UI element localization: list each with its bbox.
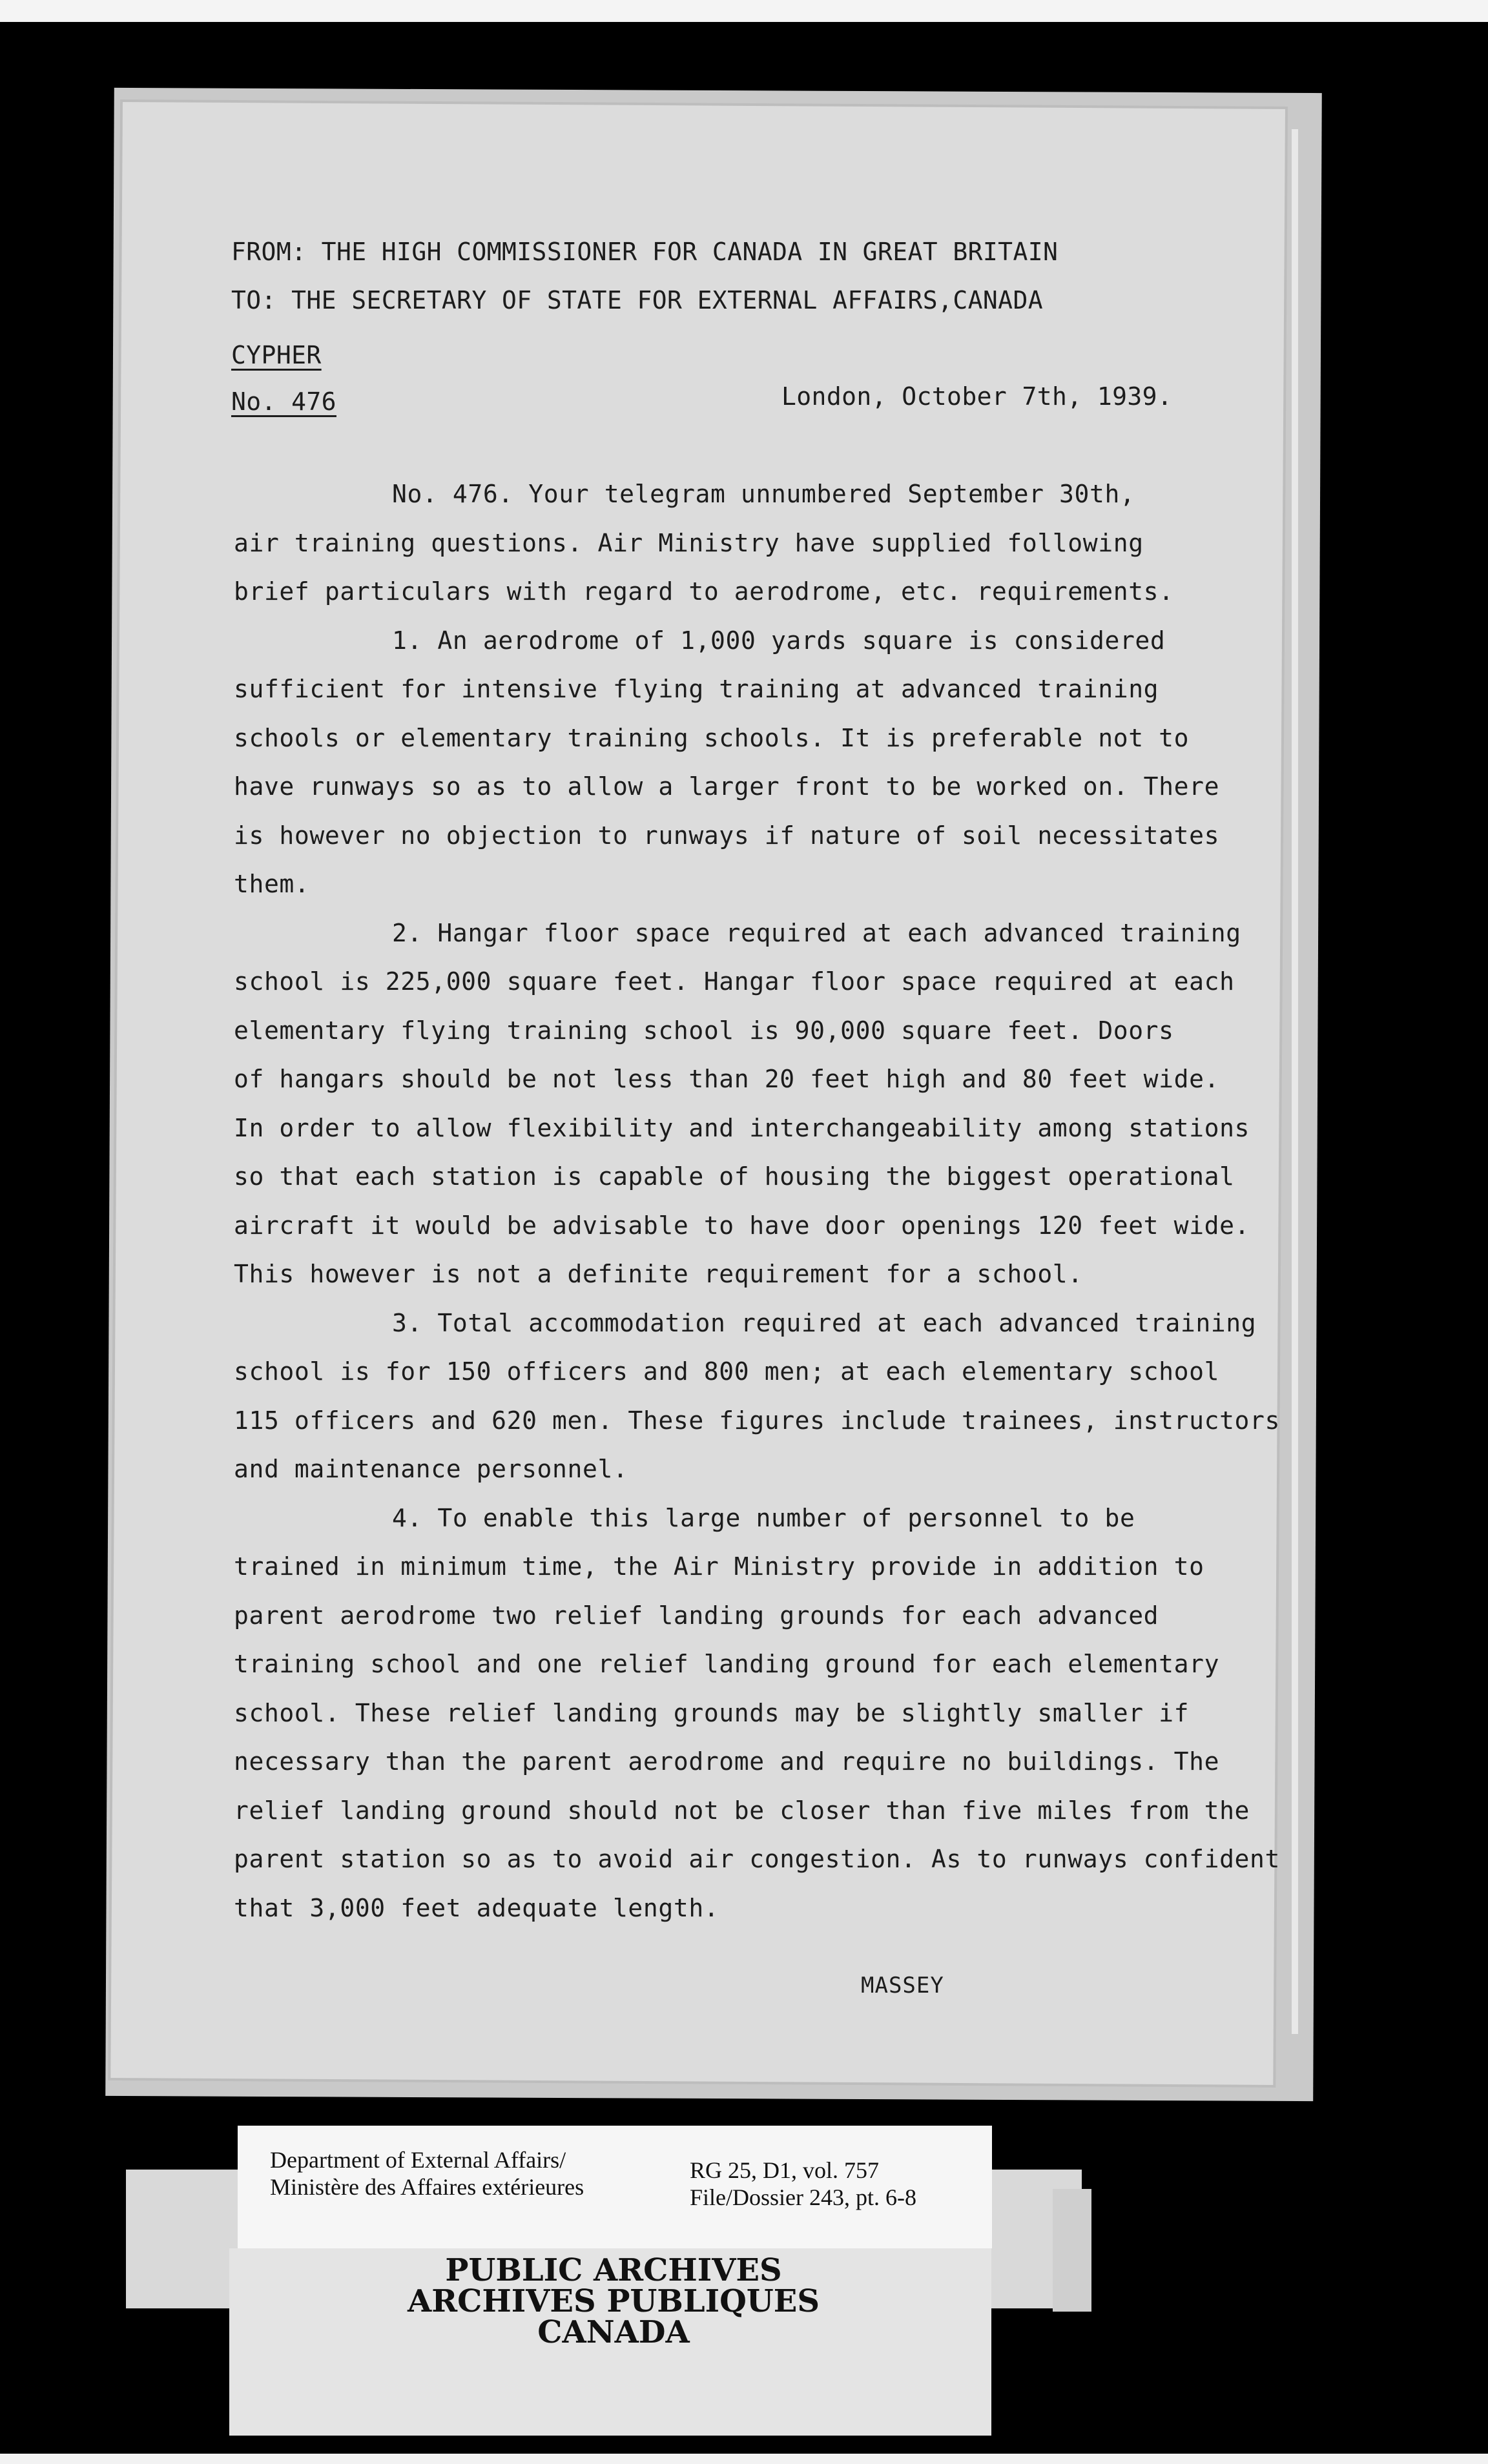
body-line: 2. Hangar floor space required at each advanced training [392, 918, 1241, 947]
body-line: of hangars should be not less than 20 feet high and 80 feet wide. [234, 1065, 1220, 1093]
message-body [234, 470, 1280, 1933]
body-line: brief particulars with regard to aerodrome, etc. requirements. [234, 577, 1174, 606]
body-line: This however is not a definite requirement for a school. [234, 1260, 1083, 1288]
signature: MASSEY [861, 1973, 944, 1998]
body-line: In order to allow flexibility and interchangeability among stations [234, 1113, 1250, 1142]
archive-stamp-line1: PUBLIC ARCHIVES [445, 2252, 782, 2288]
body-line: necessary than the parent aerodrome and require no buildings. The [234, 1747, 1220, 1776]
body-line: school. These relief landing grounds may be slightly smaller if [234, 1698, 1190, 1727]
body-line: parent station so as to avoid air congestion. As to runways confident [234, 1845, 1280, 1873]
archive-stamp-line3: CANADA [537, 2314, 690, 2350]
body-line: school is for 150 officers and 800 men; at each elementary school [234, 1357, 1220, 1386]
body-line: them. [234, 870, 310, 898]
scan-bottom-border [0, 2454, 1488, 2464]
body-line: is however no objection to runways if nature of soil necessitates [234, 821, 1220, 850]
body-line: 3. Total accommodation required at each advanced training [392, 1308, 1257, 1337]
body-line: No. 476. Your telegram unnumbered September 30th, [392, 480, 1135, 508]
body-line: schools or elementary training schools. It is preferable not to [234, 723, 1190, 752]
body-line: parent aerodrome two relief landing grounds for each advanced [234, 1601, 1159, 1630]
page-edge [1292, 129, 1298, 2034]
body-line: and maintenance personnel. [234, 1455, 628, 1483]
body-line: 115 officers and 620 men. These figures include trainees, instructors [234, 1406, 1280, 1435]
from-line: FROM: THE HIGH COMMISSIONER FOR CANADA IN GREAT BRITAIN [231, 238, 1059, 266]
body-line: 4. To enable this large number of personnel to be [392, 1503, 1135, 1532]
department-french: Ministère des Affaires extérieures [270, 2174, 584, 2200]
body-line: that 3,000 feet adequate length. [234, 1893, 719, 1922]
message-number: No. 476 [231, 387, 336, 416]
body-line: trained in minimum time, the Air Ministry provide in addition to [234, 1552, 1204, 1581]
body-line: relief landing ground should not be closer than five miles from the [234, 1796, 1250, 1825]
body-line: sufficient for intensive flying training at advanced training [234, 675, 1159, 703]
archive-stamp-line2: ARCHIVES PUBLIQUES [408, 2283, 820, 2319]
archive-reference-label [238, 2126, 992, 2248]
body-line: elementary flying training school is 90,000 square feet. Doors [234, 1016, 1174, 1045]
file-dossier: File/Dossier 243, pt. 6-8 [690, 2184, 916, 2210]
department-english: Department of External Affairs/ [270, 2147, 566, 2173]
body-line: 1. An aerodrome of 1,000 yards square is considered [392, 626, 1166, 655]
body-line: air training questions. Air Ministry have supplied following [234, 528, 1144, 557]
body-line: have runways so as to allow a larger front to be worked on. There [234, 772, 1220, 801]
cypher-label: CYPHER [231, 341, 322, 369]
body-line: aircraft it would be advisable to have door openings 120 feet wide. [234, 1211, 1250, 1240]
place-date: London, October 7th, 1939. [781, 382, 1173, 411]
archive-strip-edge [1053, 2189, 1091, 2312]
body-line: school is 225,000 square feet. Hangar floor space required at each [234, 967, 1235, 996]
scan-top-border [0, 0, 1488, 22]
body-line: so that each station is capable of housing the biggest operational [234, 1162, 1235, 1191]
body-line: training school and one relief landing ground for each elementary [234, 1650, 1220, 1678]
record-group: RG 25, D1, vol. 757 [690, 2157, 880, 2183]
to-line: TO: THE SECRETARY OF STATE FOR EXTERNAL AFFAIRS,CANADA [231, 286, 1044, 314]
